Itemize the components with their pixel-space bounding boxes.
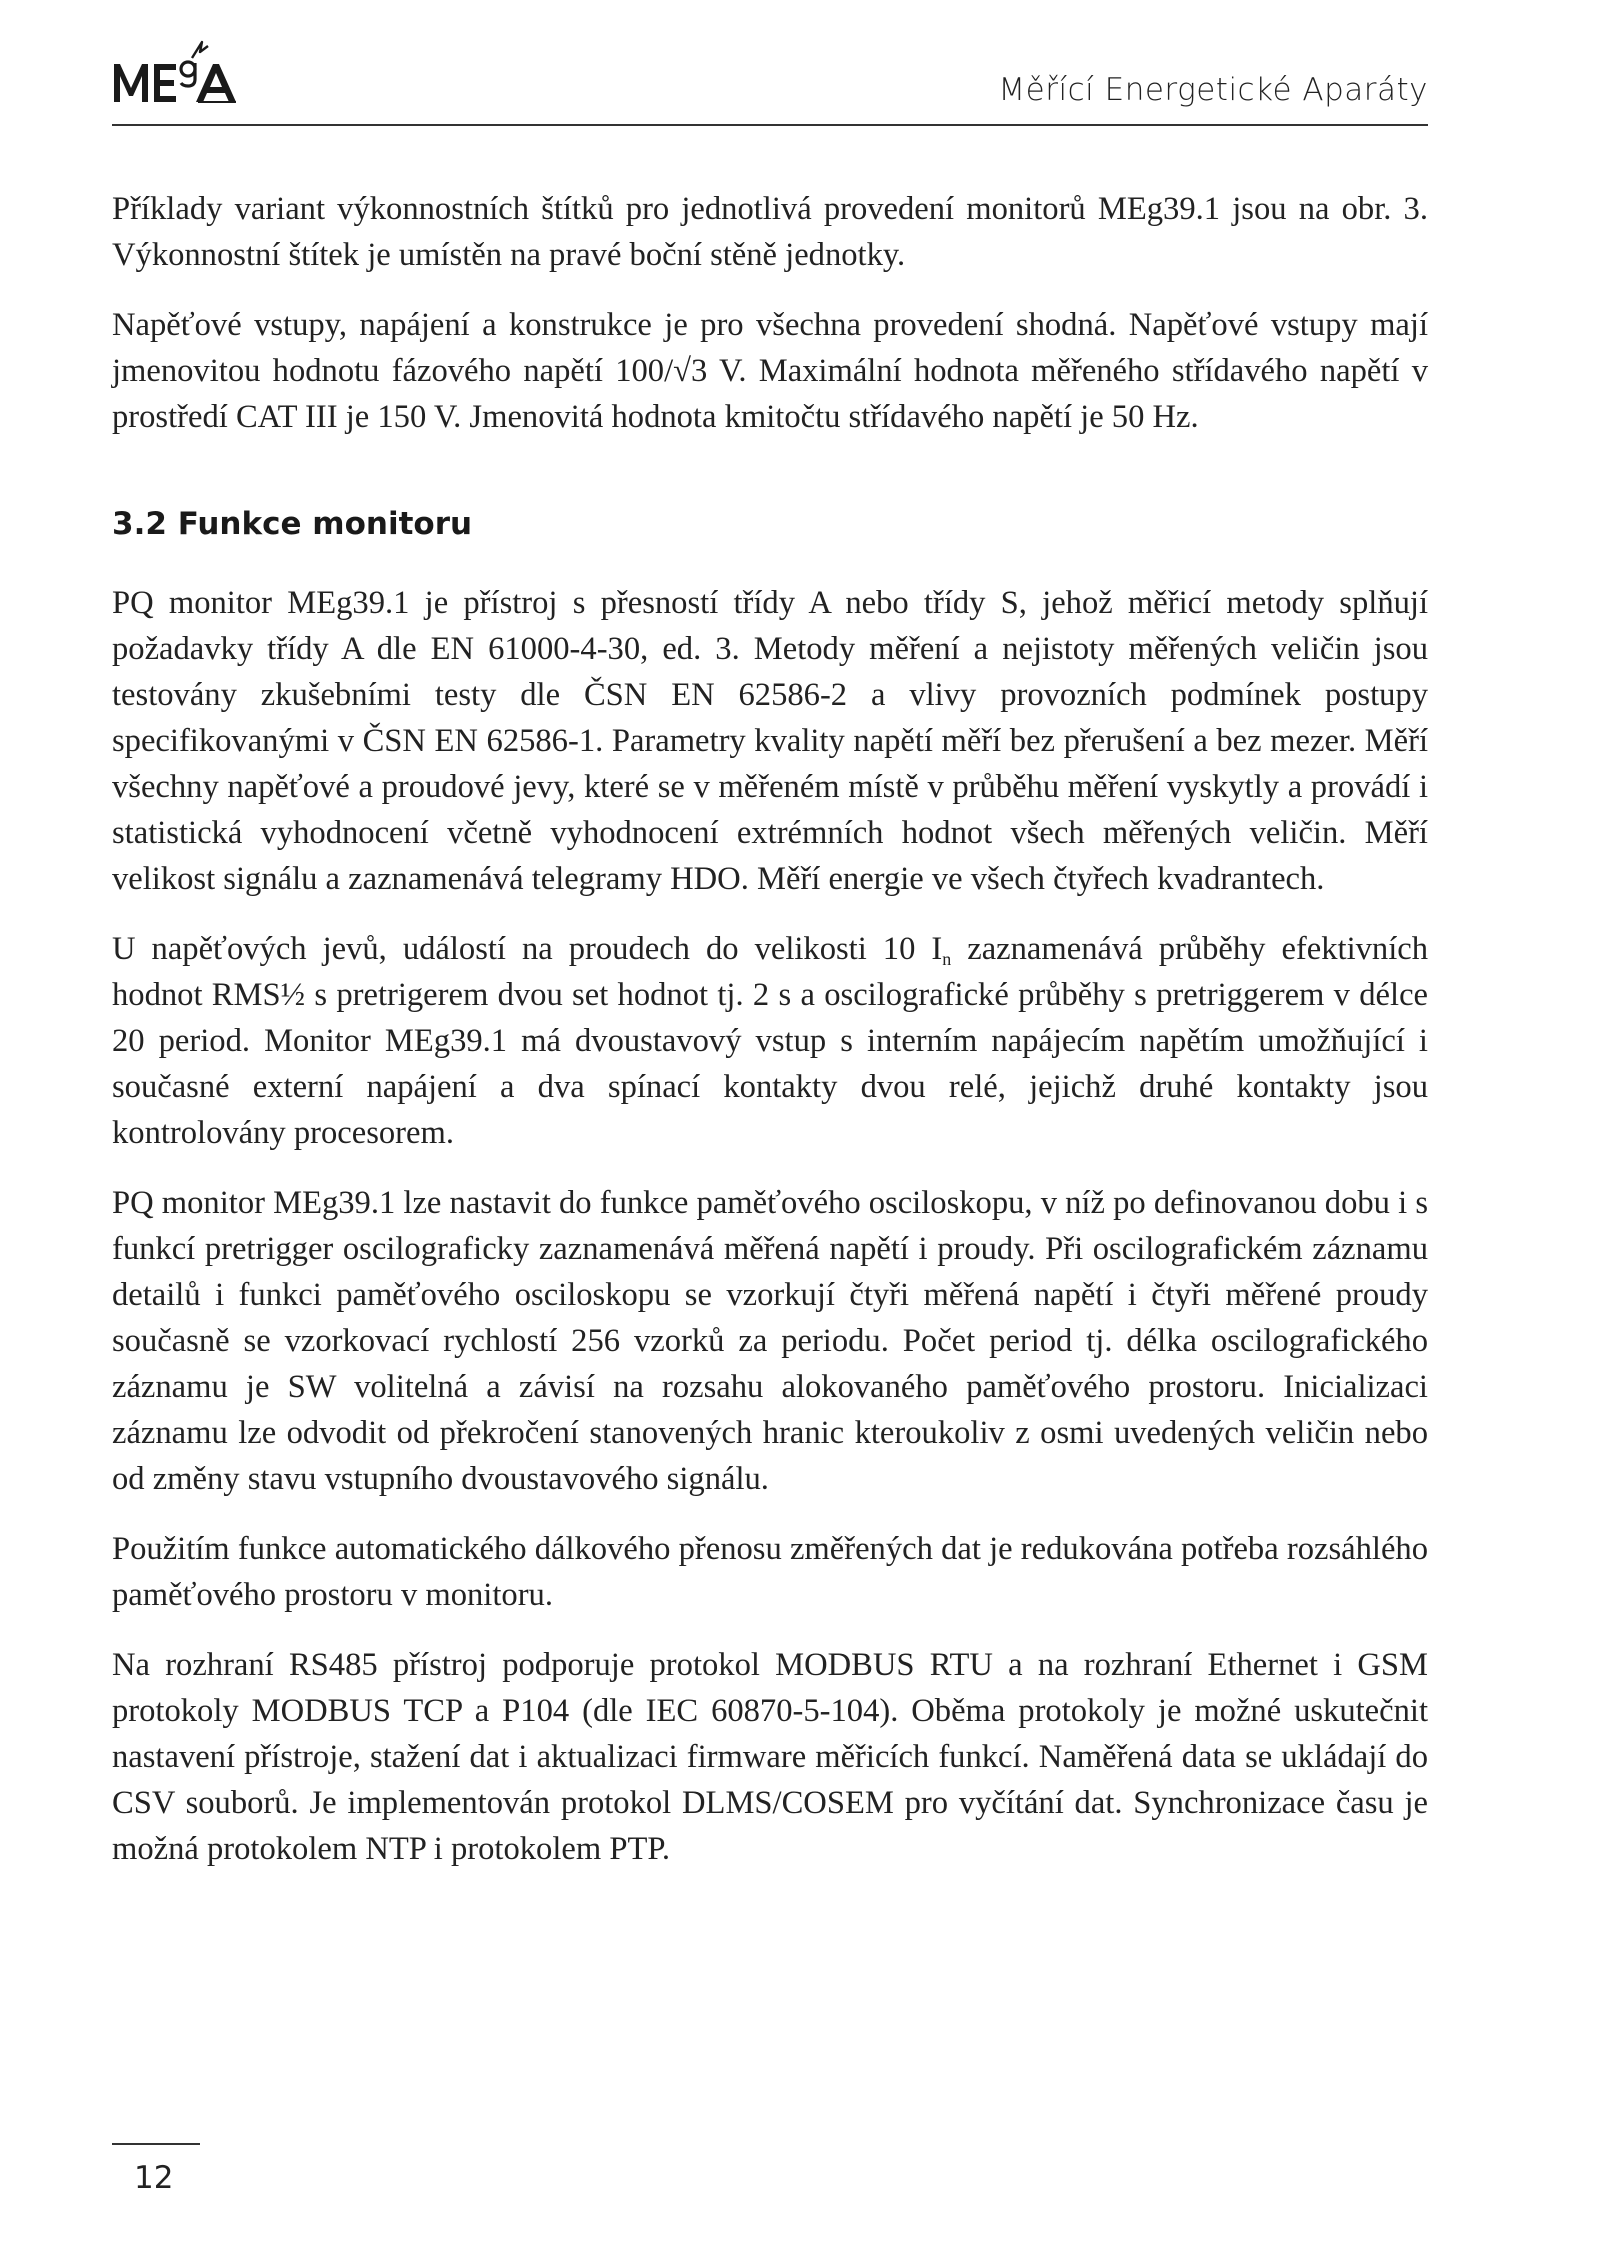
paragraph-monitor-class: PQ monitor MEg39.1 je přístroj s přesností třídy A nebo třídy S, jehož měřicí metody splňují požadavky třídy A dle EN 61000-4-30, ed. 3. Metody měření a nejistoty měřených veličin jsou testovány zkušebními testy dle ČSN EN 62586-2 a vlivy provozních podmínek postupy specifikovanými v ČSN EN 62586-1. Parametry kvality napětí měří bez přerušení a bez mezer. Měří všechny napěťové a proudové jevy, které se v měřeném místě v průběhu měření vyskytly a provádí i statistická vyhodnocení včetně vyhodnocení extrémních hodnot všech měřených veličin. Měří velikost signálu a zaznamenává telegramy HDO. Měří energie ve všech čtyřech kvadrantech. xyxy=(112,585,1428,897)
paragraph-protocols: Na rozhraní RS485 přístroj podporuje protokol MODBUS RTU a na rozhraní Ethernet i GSM protokoly MODBUS TCP a P104 (dle IEC 60870-5-104). Oběma protokoly je možné uskutečnit nastavení přístroje, stažení dat i aktualizaci firmware měřicích funkcí. Naměřená data se ukládají do CSV souborů. Je implementován protokol DLMS/COSEM pro vyčítání dat. Synchronizace času je možná protokolem NTP i protokolem PTP. xyxy=(112,1647,1428,1867)
paragraph-voltage-events xyxy=(112,926,1428,1156)
section-heading: 3.2 Funkce monitoru xyxy=(112,506,473,542)
document-body xyxy=(112,186,1428,1896)
page-number: 12 xyxy=(134,2160,174,2196)
company-name: Měřící Energetické Aparáty xyxy=(998,72,1428,108)
page-header xyxy=(112,36,1428,126)
header-divider xyxy=(112,124,1428,126)
nominal-current-subscript: n xyxy=(942,949,952,969)
footer-divider xyxy=(112,2143,200,2145)
paragraph-voltage-events-part2: zaznamenává průběhy efektivních hodnot RMS½ s pretrigerem dvou set hodnot tj. 2 s a oscilografické průběhy s pretriggerem v délce 20 period. Monitor MEg39.1 má dvoustavový vstup s interním napájecím napětím umožňující i současné externí napájení a dva spínací kontakty dvou relé, jejichž druhé kontakty jsou kontrolovány procesorem. xyxy=(112,931,1429,1151)
paragraph-remote-transfer: Použitím funkce automatického dálkového přenosu změřených dat je redukována potřeba rozsáhlého paměťového prostoru v monitoru. xyxy=(112,1531,1428,1613)
paragraph-oscilloscope: PQ monitor MEg39.1 lze nastavit do funkce paměťového osciloskopu, v níž po definovanou dobu i s funkcí pretrigger oscilograficky zaznamenává měřená napětí i proudy. Při oscilografickém záznamu detailů i funkci paměťového osciloskopu se vzorkují čtyři měřená napětí i čtyři měřené proudy současně se vzorkovací rychlostí 256 vzorků za periodu. Počet period tj. délka oscilografického záznamu je SW volitelná a závisí na rozsahu alokovaného paměťového prostoru. Inicializaci záznamu lze odvodit od překročení stanovených hranic kteroukoliv z osmi uvedených veličin nebo od změny stavu vstupního dvoustavového signálu. xyxy=(112,1185,1428,1497)
paragraph-voltage-events-part1: U napěťových jevů, událostí na proudech do velikosti 10 I xyxy=(112,931,943,967)
paragraph-performance-labels: Příklady variant výkonnostních štítků pro jednotlivá provedení monitorů MEg39.1 jsou na obr. 3. Výkonnostní štítek je umístěn na pravé boční stěně jednotky. xyxy=(112,191,1428,273)
paragraph-voltage-inputs: Napěťové vstupy, napájení a konstrukce je pro všechna provedení shodná. Napěťové vstupy mají jmenovitou hodnotu fázového napětí 100/√3 V. Maximální hodnota měřeného střídavého napětí v prostředí CAT III je 150 V. Jmenovitá hodnota kmitočtu střídavého napětí je 50 Hz. xyxy=(112,307,1428,435)
mega-logo xyxy=(112,36,252,116)
